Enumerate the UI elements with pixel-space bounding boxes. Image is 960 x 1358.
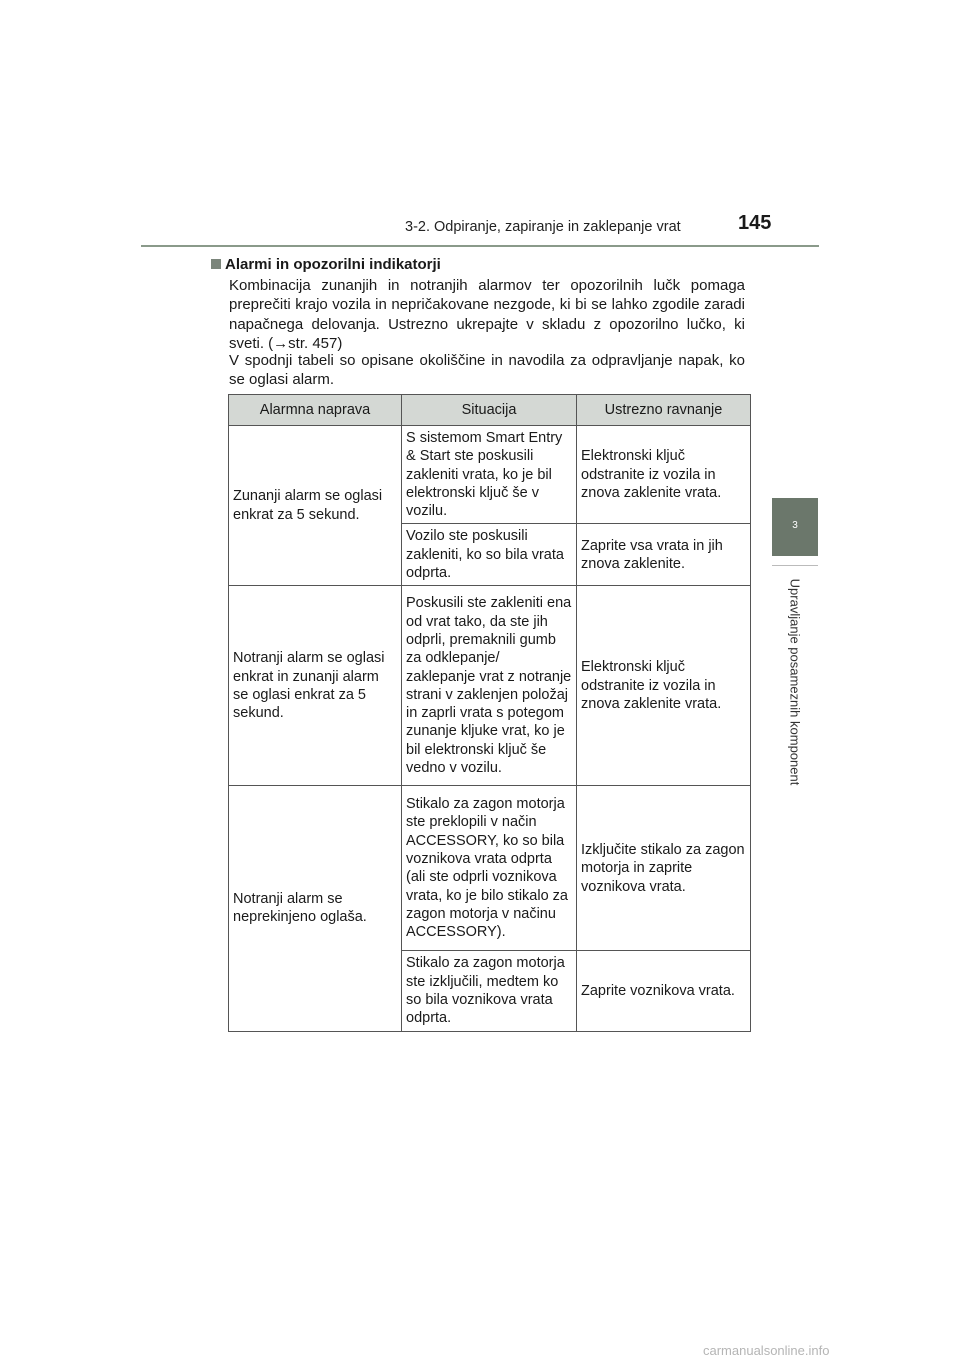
chapter-label-text: Upravljanje posameznih komponent bbox=[787, 578, 803, 786]
header-situation: Situacija bbox=[402, 395, 577, 426]
action-cell: Izključite stikalo za zagon motorja in zaprite voznikova vrata. bbox=[577, 786, 751, 951]
table-row bbox=[229, 786, 751, 951]
situation-cell: Poskusili ste zakleniti ena od vrat tako, da ste jih odprli, premaknili gumb za odklepanje/ zaklepanje vrat z notranje strani v zaklenjen položaj in zaprli vrata s potegom zunanje kljuke vrat, ko je bil elektronski ključ še vedno v vozilu. bbox=[402, 586, 577, 786]
header-device: Alarmna naprava bbox=[229, 395, 402, 426]
running-header: 3-2. Odpiranje, zapiranje in zaklepanje vrat bbox=[405, 219, 681, 235]
intro-paragraph: Kombinacija zunanjih in notranjih alarmov ter opozorilnih lučk pomaga preprečiti krajo vozila in nepričakovane nezgode, ki bi se lahko zgodile zaradi napačnega delovanja. Ustrezno ukrepajte v skladu z opozorilno lučko, ki sveti. (→str. 457) bbox=[229, 277, 745, 352]
action-cell: Elektronski ključ odstranite iz vozila in znova zaklenite vrata. bbox=[577, 426, 751, 524]
situation-cell: S sistemom Smart Entry & Start ste poskusili zakleniti vrata, ko je bil elektronski ključ še v vozilu. bbox=[402, 426, 577, 524]
side-rule bbox=[772, 565, 818, 566]
situation-cell: Vozilo ste poskusili zakleniti, ko so bila vrata odprta. bbox=[402, 524, 577, 586]
header-action: Ustrezno ravnanje bbox=[577, 395, 751, 426]
device-cell: Zunanji alarm se oglasi enkrat za 5 sekund. bbox=[229, 426, 402, 586]
action-cell: Zaprite voznikova vrata. bbox=[577, 951, 751, 1031]
chapter-tab bbox=[772, 498, 818, 556]
device-cell: Notranji alarm se oglasi enkrat in zunanji alarm se oglasi enkrat za 5 sekund. bbox=[229, 586, 402, 786]
watermark[interactable]: carmanualsonline.info bbox=[703, 1343, 830, 1358]
header-rule bbox=[141, 245, 819, 247]
device-cell: Notranji alarm se neprekinjeno oglaša. bbox=[229, 786, 402, 1031]
table-row bbox=[229, 586, 751, 786]
page-number: 145 bbox=[738, 212, 772, 234]
situation-cell: Stikalo za zagon motorja ste izključili, medtem ko so bila voznikova vrata odprta. bbox=[402, 951, 577, 1031]
situation-cell: Stikalo za zagon motorja ste preklopili v način ACCESSORY, ko so bila voznikova vrata odprta (ali ste odprli voznikova vrata, ko je bilo stikalo za zagon motorja v načinu ACCESSORY). bbox=[402, 786, 577, 951]
section-heading bbox=[211, 256, 441, 273]
section-heading-text: Alarmi in opozorilni indikatorji bbox=[225, 256, 441, 273]
table-row bbox=[229, 426, 751, 524]
table-intro-paragraph: V spodnji tabeli so opisane okoliščine in navodila za odpravljanje napak, ko se oglasi alarm. bbox=[229, 352, 745, 389]
alarm-table bbox=[228, 394, 751, 1032]
action-cell: Elektronski ključ odstranite iz vozila in znova zaklenite vrata. bbox=[577, 586, 751, 786]
chapter-number: 3 bbox=[792, 520, 798, 531]
table-header-row bbox=[229, 395, 751, 426]
square-bullet-icon bbox=[211, 259, 221, 269]
action-cell: Zaprite vsa vrata in jih znova zaklenite. bbox=[577, 524, 751, 586]
